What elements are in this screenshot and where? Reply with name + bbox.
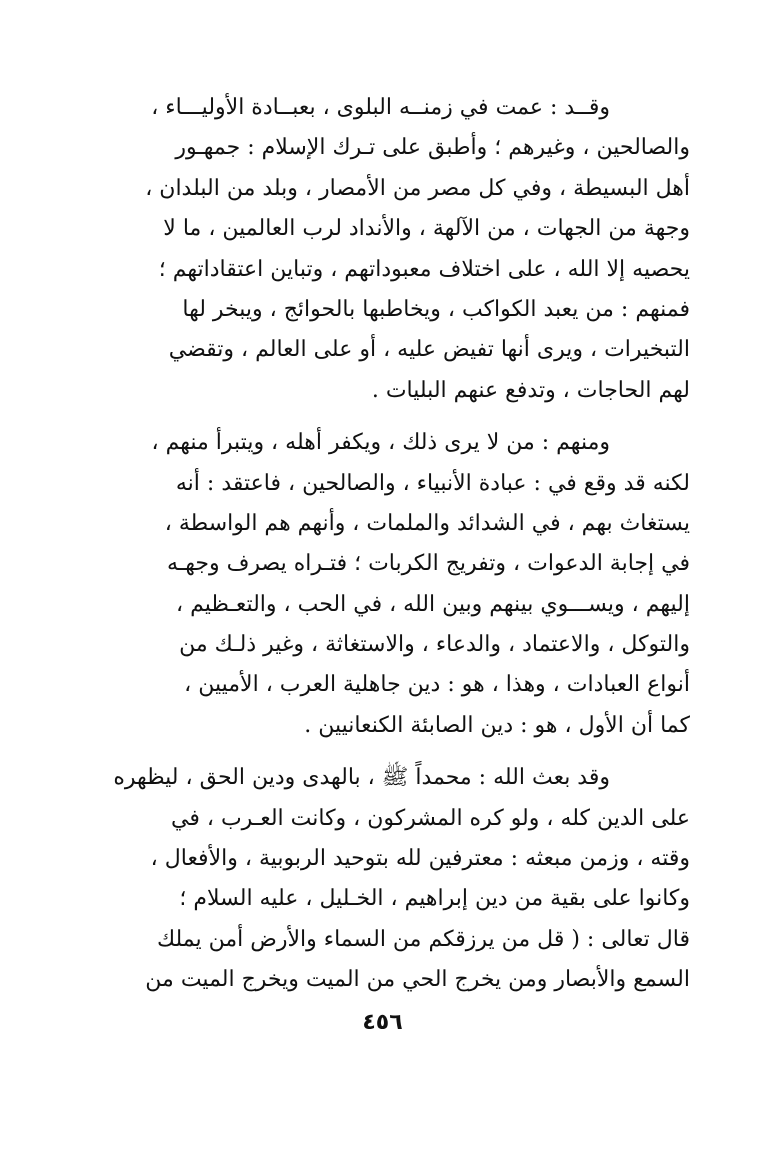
page-number: ٤٥٦ — [362, 1010, 403, 1035]
paragraph-2 — [80, 423, 690, 746]
paragraph-line: وكانوا على بقية من دين إبراهيم ، الخـليل ، عليه السلام ؛ — [179, 886, 690, 912]
paragraph-line: ومنهم : من لا يرى ذلك ، ويكفر أهله ، ويتبرأ منهم ، — [151, 430, 610, 456]
paragraph-line: على الدين كله ، ولو كره المشركون ، وكانت العـرب ، في — [171, 805, 690, 831]
paragraph-line: التبخيرات ، ويرى أنها تفيض عليه ، أو على العالم ، وتقضي — [168, 337, 690, 363]
paragraph-line: وقته ، وزمن مبعثه : معترفين لله بتوحيد الربوبية ، والأفعال ، — [150, 846, 690, 872]
paragraph-1 — [80, 88, 690, 411]
page-body — [80, 88, 690, 1013]
paragraph-line: فمنهم : من يعبد الكواكب ، ويخاطبها بالحوائج ، ويبخر لها — [182, 296, 690, 322]
paragraph-line: لكنه قد وقع في : عبادة الأنبياء ، والصالحين ، فاعتقد : أنه — [175, 470, 690, 496]
paragraph-3 — [80, 758, 690, 1000]
paragraph-line: وجهة من الجهات ، من الآلهة ، والأنداد لرب العالمين ، ما لا — [163, 216, 690, 242]
paragraph-line: وقــد : عمت في زمنــه البلوى ، بعبــادة الأوليـــاء ، — [151, 95, 610, 120]
paragraph-line: إليهم ، ويســـوي بينهم وبين الله ، في الحب ، والتعـظيم ، — [175, 591, 690, 617]
paragraph-line: يستغاث بهم ، في الشدائد والملمات ، وأنهم هم الواسطة ، — [164, 510, 690, 536]
paragraph-line: قال تعالى : ( قل من يرزقكم من السماء والأرض أمن يملك — [156, 926, 690, 952]
paragraph-line: كما أن الأول ، هو : دين الصابئة الكنعانيين . — [304, 712, 690, 738]
paragraph-line: في إجابة الدعوات ، وتفريج الكربات ؛ فتـراه يصرف وجهـه — [166, 551, 690, 577]
paragraph-line: أهل البسيطة ، وفي كل مصر من الأمصار ، وبلد من البلدان ، — [145, 175, 690, 201]
paragraph-line: وقد بعث الله : محمداً ﷺ ، بالهدى ودين الحق ، ليظهره — [113, 765, 610, 791]
paragraph-line: لهم الحاجات ، وتدفع عنهم البليات . — [371, 377, 690, 403]
paragraph-line: السمع والأبصار ومن يخرج الحي من الميت ويخرج الميت من — [145, 967, 690, 993]
paragraph-line: والتوكل ، والاعتماد ، والدعاء ، والاستغاثة ، وغير ذلـك من — [179, 632, 690, 658]
paragraph-line: يحصيه إلا الله ، على اختلاف معبوداتهم ، وتباين اعتقاداتهم ؛ — [158, 256, 690, 282]
paragraph-line: والصالحين ، وغيرهم ؛ وأطبق على تـرك الإسلام : جمهـور — [175, 135, 690, 161]
paragraph-line: أنواع العبادات ، وهذا ، هو : دين جاهلية العرب ، الأميين ، — [184, 672, 690, 698]
